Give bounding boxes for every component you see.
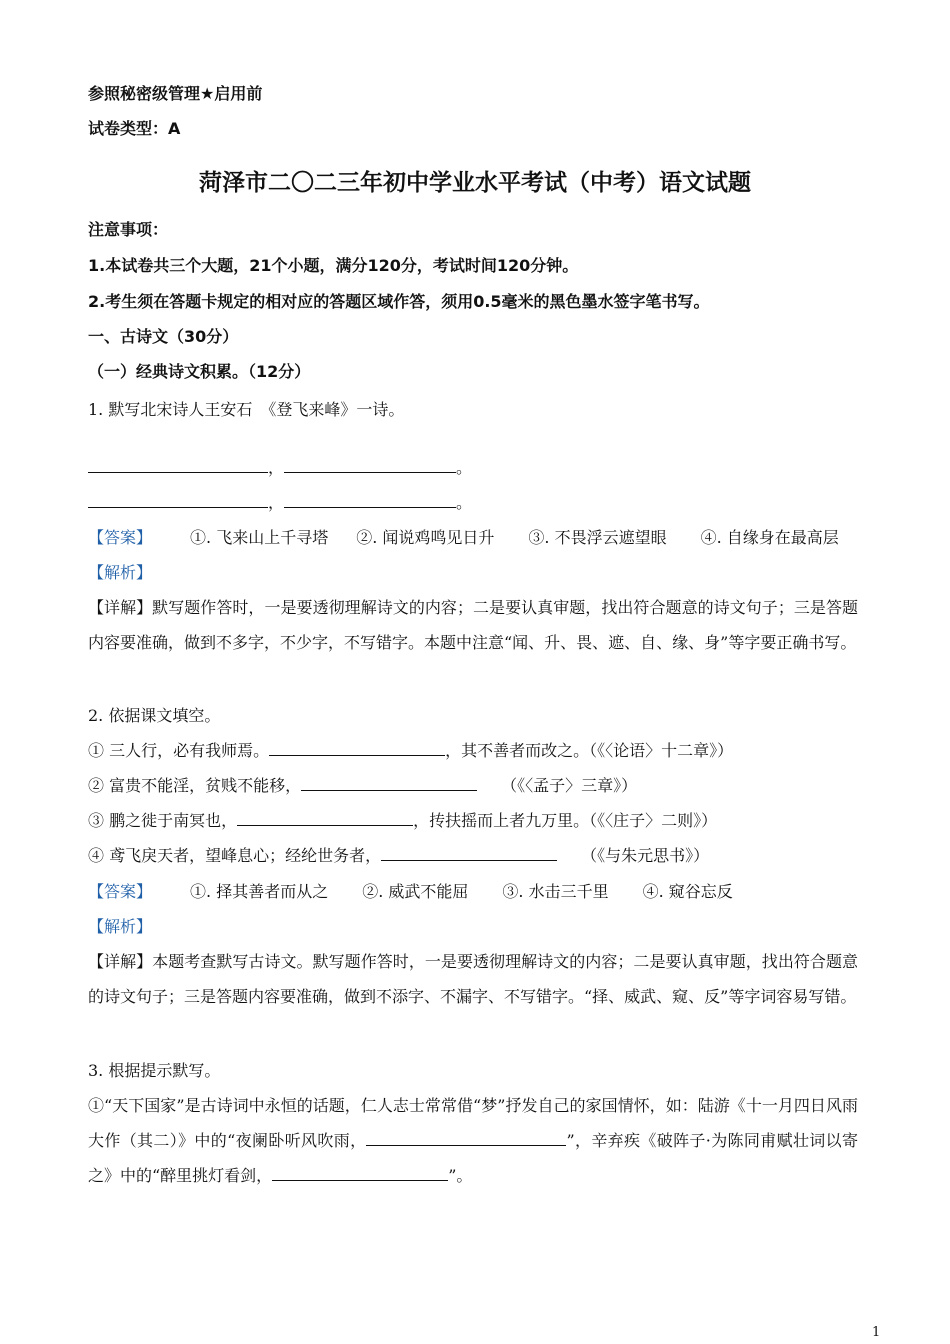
answer-item: ④. 自缘身在最高层 [700, 528, 839, 547]
answer-blank[interactable] [381, 846, 557, 861]
question-2-detail: 【详解】本题考查默写古诗文。默写题作答时，一是要透彻理解诗文的内容；二是要认真审题，找出符合题意的诗文句子；三是答题内容要准确，做到不添字、不漏字、不写错字。“择、威武、窥、反”等字词容易写错。 [88, 952, 858, 1006]
notice-heading: 注意事项： [88, 220, 169, 239]
analysis-tag: 【解析】 [88, 917, 153, 936]
answer-blank[interactable] [269, 741, 445, 756]
question-2-answer [88, 882, 733, 902]
question-2-line-3: ③ 鹏之徙于南冥也， ，抟扶摇而上者九万里。（《〈庄子〉二则》） [88, 811, 718, 830]
answer-item: ②. 闻说鸡鸣见日升 [356, 528, 495, 547]
answer-blank[interactable] [284, 493, 456, 508]
answer-item: ④. 窥谷忘反 [642, 882, 733, 901]
question-3-stem: 3. 根据提示默写。 [88, 1061, 221, 1080]
question-2-line-1: ① 三人行，必有我师焉。 ，其不善者而改之。（《〈论语〉十二章》） [88, 741, 734, 760]
answer-blank[interactable] [366, 1131, 566, 1146]
answer-item: ②. 威武不能屈 [362, 882, 469, 901]
answer-item: ③. 水击三千里 [502, 882, 609, 901]
question-1-answer [88, 528, 839, 548]
answer-blank[interactable] [272, 1166, 448, 1181]
answer-tag: 【答案】 [88, 528, 153, 547]
paper-type-label: 试卷类型：A [88, 119, 181, 138]
page-title: 菏泽市二〇二三年初中学业水平考试（中考）语文试题 [199, 170, 751, 196]
notice-item-2: 2.考生须在答题卡规定的相对应的答题区域作答，须用0.5毫米的黑色墨水签字笔书写。 [88, 292, 710, 311]
answer-blank[interactable] [88, 493, 268, 508]
question-1-stem: 1. 默写北宋诗人王安石 《登飞来峰》一诗。 [88, 400, 405, 419]
answer-blank[interactable] [237, 811, 413, 826]
question-3-item-1: ①“天下国家”是古诗词中永恒的话题，仁人志士常常借“梦”抒发自己的家国情怀，如：陆游《十一月四日风雨大作（其二）》中的“夜阑卧听风吹雨， ”，辛弃疾《破阵子·为陈同甫赋壮词以寄之》中的“醉里挑灯看剑， ”。 [88, 1096, 858, 1185]
answer-tag: 【答案】 [88, 882, 153, 901]
answer-item: ①. 择其善者而从之 [190, 882, 329, 901]
notice-item-1: 1.本试卷共三个大题，21个小题，满分120分，考试时间120分钟。 [88, 256, 579, 275]
subsection-heading: （一）经典诗文积累。（12分） [88, 362, 311, 381]
question-2-line-2: ② 富贵不能淫，贫贱不能移， （《〈孟子〉三章》） [88, 776, 638, 795]
answer-blank[interactable] [301, 776, 477, 791]
secret-level-label: 参照秘密级管理★启用前 [88, 84, 263, 103]
section-heading: 一、古诗文（30分） [88, 327, 239, 346]
answer-item: ①. 飞来山上千寻塔 [190, 528, 329, 547]
analysis-tag: 【解析】 [88, 563, 153, 582]
question-2-line-4: ④ 鸢飞戾天者，望峰息心；经纶世务者， （《与朱元思书》） [88, 846, 710, 865]
page-number: 1 [872, 1325, 881, 1340]
answer-blank[interactable] [284, 458, 456, 473]
question-1-blank-row-2: ， 。 [88, 493, 472, 513]
question-2-stem: 2. 依据课文填空。 [88, 706, 221, 725]
answer-blank[interactable] [88, 458, 268, 473]
answer-item: ③. 不畏浮云遮望眼 [528, 528, 667, 547]
question-1-detail: 【详解】默写题作答时，一是要透彻理解诗文的内容；二是要认真审题，找出符合题意的诗文句子；三是答题内容要准确，做到不多字，不少字，不写错字。本题中注意“闻、升、畏、遮、自、缘、身”等字要正确书写。 [88, 598, 858, 652]
question-1-blank-row-1: ， 。 [88, 458, 472, 478]
